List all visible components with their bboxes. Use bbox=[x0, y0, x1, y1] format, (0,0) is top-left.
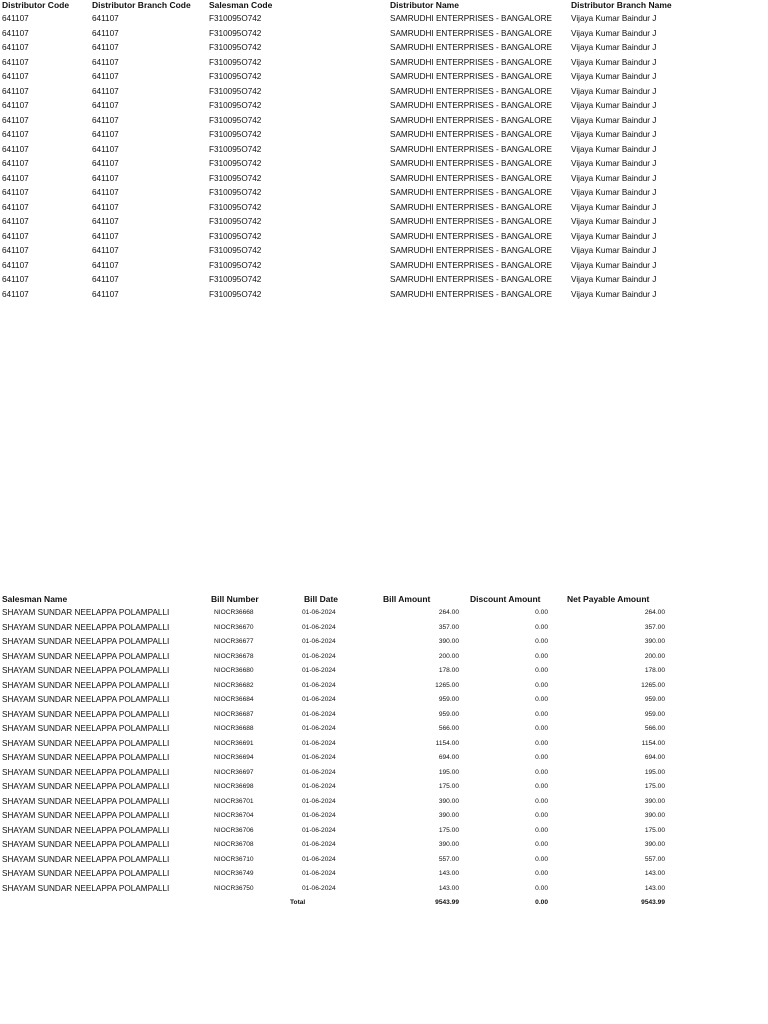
distributor-name-cell: SAMRUDHI ENTERPRISES - BANGALORE bbox=[390, 202, 552, 212]
bill-amount-cell: 390.00 bbox=[438, 812, 459, 819]
distributor-branch-code-cell: 641107 bbox=[92, 188, 119, 197]
net-payable-cell: 566.00 bbox=[644, 725, 665, 732]
distributor-branch-name-cell: Vijaya Kumar Baindur J bbox=[571, 86, 657, 96]
bill-amount-cell: 1154.00 bbox=[435, 739, 459, 747]
bill-date-cell: 01-06-2024 bbox=[302, 768, 336, 776]
distributor-name-cell: SAMRUDHI ENTERPRISES - BANGALORE bbox=[390, 72, 552, 81]
salesman-code-cell: F310095O742 bbox=[209, 173, 262, 183]
bill-number-cell: NIOCR36682 bbox=[214, 681, 254, 689]
bill-number-cell: NIOCR36704 bbox=[214, 812, 254, 819]
discount-amount-cell: 0.00 bbox=[535, 652, 548, 660]
distributor-branch-code-cell: 641107 bbox=[92, 289, 119, 299]
distributor-code-cell: 641107 bbox=[2, 28, 29, 38]
salesman-name-cell: SHAYAM SUNDAR NEELAPPA POLAMPALLI bbox=[2, 738, 170, 748]
salesman-name-cell: SHAYAM SUNDAR NEELAPPA POLAMPALLI bbox=[2, 622, 170, 632]
net-payable-cell: 1154.00 bbox=[641, 739, 665, 747]
distributor-name-cell: SAMRUDHI ENTERPRISES - BANGALORE bbox=[390, 188, 552, 197]
header-bill-number: Bill Number bbox=[211, 594, 259, 604]
discount-amount-cell: 0.00 bbox=[535, 768, 548, 776]
salesman-name-cell: SHAYAM SUNDAR NEELAPPA POLAMPALLI bbox=[2, 854, 170, 864]
bill-date-cell: 01-06-2024 bbox=[302, 681, 336, 689]
bill-date-cell: 01-06-2024 bbox=[302, 710, 336, 718]
distributor-name-cell: SAMRUDHI ENTERPRISES - BANGALORE bbox=[390, 101, 552, 110]
distributor-branch-name-cell: Vijaya Kumar Baindur J bbox=[571, 43, 657, 52]
bill-number-cell: NIOCR36706 bbox=[214, 826, 254, 834]
distributor-code-cell: 641107 bbox=[2, 86, 29, 96]
bill-date-cell: 01-06-2024 bbox=[302, 739, 336, 747]
distributor-branch-code-cell: 641107 bbox=[92, 231, 119, 241]
distributor-branch-code-cell: 641107 bbox=[92, 202, 119, 212]
bill-number-cell: NIOCR36750 bbox=[214, 884, 254, 892]
bill-date-cell: 01-06-2024 bbox=[302, 667, 336, 674]
salesman-code-cell: F310095O742 bbox=[209, 188, 262, 197]
bill-amount-cell: 959.00 bbox=[438, 696, 459, 703]
discount-amount-cell: 0.00 bbox=[535, 884, 548, 892]
distributor-branch-code-cell: 641107 bbox=[92, 130, 119, 139]
distributor-branch-name-cell: Vijaya Kumar Baindur J bbox=[571, 246, 657, 255]
distributor-name-cell: SAMRUDHI ENTERPRISES - BANGALORE bbox=[390, 57, 552, 67]
distributor-code-cell: 641107 bbox=[2, 115, 29, 125]
salesman-code-cell: F310095O742 bbox=[209, 260, 262, 270]
net-payable-cell: 264.00 bbox=[644, 609, 665, 616]
salesman-code-cell: F310095O742 bbox=[209, 202, 262, 212]
bill-number-cell: NIOCR36668 bbox=[214, 609, 254, 616]
distributor-branch-code-cell: 641107 bbox=[92, 101, 119, 110]
distributor-name-cell: SAMRUDHI ENTERPRISES - BANGALORE bbox=[390, 217, 552, 226]
bill-date-cell: 01-06-2024 bbox=[302, 884, 336, 892]
bill-date-cell: 01-06-2024 bbox=[302, 609, 336, 616]
distributor-code-cell: 641107 bbox=[2, 173, 29, 183]
salesman-name-cell: SHAYAM SUNDAR NEELAPPA POLAMPALLI bbox=[2, 637, 170, 646]
distributor-branch-name-cell: Vijaya Kumar Baindur J bbox=[571, 57, 657, 67]
salesman-code-cell: F310095O742 bbox=[209, 217, 262, 226]
distributor-code-cell: 641107 bbox=[2, 159, 29, 168]
net-payable-cell: 143.00 bbox=[644, 870, 665, 877]
distributor-name-cell: SAMRUDHI ENTERPRISES - BANGALORE bbox=[390, 115, 552, 125]
distributor-code-cell: 641107 bbox=[2, 231, 29, 241]
bill-date-cell: 01-06-2024 bbox=[302, 855, 336, 863]
discount-amount-cell: 0.00 bbox=[535, 696, 548, 703]
distributor-branch-name-cell: Vijaya Kumar Baindur J bbox=[571, 130, 657, 139]
salesman-name-cell: SHAYAM SUNDAR NEELAPPA POLAMPALLI bbox=[2, 811, 170, 820]
discount-amount-cell: 0.00 bbox=[535, 667, 548, 674]
net-payable-cell: 357.00 bbox=[644, 623, 665, 631]
distributor-name-cell: SAMRUDHI ENTERPRISES - BANGALORE bbox=[390, 159, 552, 168]
bill-amount-cell: 694.00 bbox=[438, 754, 459, 761]
salesman-code-cell: F310095O742 bbox=[209, 86, 262, 96]
discount-amount-cell: 0.00 bbox=[535, 855, 548, 863]
bill-number-cell: NIOCR36687 bbox=[214, 710, 254, 718]
bill-date-cell: 01-06-2024 bbox=[302, 797, 336, 805]
distributor-branch-name-cell: Vijaya Kumar Baindur J bbox=[571, 28, 657, 38]
header-distributor-branch-code: Distributor Branch Code bbox=[92, 0, 191, 10]
discount-amount-cell: 0.00 bbox=[535, 623, 548, 631]
distributor-name-cell: SAMRUDHI ENTERPRISES - BANGALORE bbox=[390, 246, 552, 255]
distributor-branch-name-cell: Vijaya Kumar Baindur J bbox=[571, 217, 657, 226]
bill-date-cell: 01-06-2024 bbox=[302, 623, 336, 631]
bill-date-cell: 01-06-2024 bbox=[302, 638, 336, 645]
bill-number-cell: NIOCR36708 bbox=[214, 841, 254, 848]
distributor-code-cell: 641107 bbox=[2, 260, 29, 270]
bill-date-cell: 01-06-2024 bbox=[302, 870, 336, 877]
bill-number-cell: NIOCR36688 bbox=[214, 725, 254, 732]
distributor-branch-code-cell: 641107 bbox=[92, 14, 119, 23]
distributor-branch-name-cell: Vijaya Kumar Baindur J bbox=[571, 159, 657, 168]
distributor-code-cell: 641107 bbox=[2, 144, 29, 154]
salesman-code-cell: F310095O742 bbox=[209, 101, 262, 110]
distributor-branch-name-cell: Vijaya Kumar Baindur J bbox=[571, 173, 657, 183]
distributor-branch-name-cell: Vijaya Kumar Baindur J bbox=[571, 188, 657, 197]
total-bill-amount: 9543.99 bbox=[435, 899, 459, 906]
bill-date-cell: 01-06-2024 bbox=[302, 652, 336, 660]
net-payable-cell: 390.00 bbox=[644, 638, 665, 645]
net-payable-cell: 200.00 bbox=[644, 652, 665, 660]
distributor-name-cell: SAMRUDHI ENTERPRISES - BANGALORE bbox=[390, 43, 552, 52]
net-payable-cell: 178.00 bbox=[644, 667, 665, 674]
distributor-code-cell: 641107 bbox=[2, 289, 29, 299]
distributor-code-cell: 641107 bbox=[2, 275, 29, 284]
distributor-name-cell: SAMRUDHI ENTERPRISES - BANGALORE bbox=[390, 130, 552, 139]
distributor-code-cell: 641107 bbox=[2, 217, 29, 226]
distributor-name-cell: SAMRUDHI ENTERPRISES - BANGALORE bbox=[390, 173, 552, 183]
distributor-name-cell: SAMRUDHI ENTERPRISES - BANGALORE bbox=[390, 28, 552, 38]
header-bill-amount: Bill Amount bbox=[383, 594, 431, 604]
bill-amount-cell: 566.00 bbox=[438, 725, 459, 732]
bill-date-cell: 01-06-2024 bbox=[302, 826, 336, 834]
salesman-code-cell: F310095O742 bbox=[209, 144, 262, 154]
discount-amount-cell: 0.00 bbox=[535, 725, 548, 732]
salesman-name-cell: SHAYAM SUNDAR NEELAPPA POLAMPALLI bbox=[2, 782, 170, 791]
header-bill-date: Bill Date bbox=[304, 594, 339, 604]
header-discount-amount: Discount Amount bbox=[470, 594, 541, 604]
distributor-branch-code-cell: 641107 bbox=[92, 43, 119, 52]
distributor-name-cell: SAMRUDHI ENTERPRISES - BANGALORE bbox=[390, 260, 552, 270]
bill-amount-cell: 178.00 bbox=[438, 667, 459, 674]
distributor-branch-code-cell: 641107 bbox=[92, 28, 119, 38]
salesman-code-cell: F310095O742 bbox=[209, 275, 262, 284]
bill-date-cell: 01-06-2024 bbox=[302, 754, 336, 761]
bill-amount-cell: 390.00 bbox=[438, 638, 459, 645]
distributor-branch-code-cell: 641107 bbox=[92, 86, 119, 96]
bill-date-cell: 01-06-2024 bbox=[302, 841, 336, 848]
distributor-branch-name-cell: Vijaya Kumar Baindur J bbox=[571, 275, 657, 284]
bill-date-cell: 01-06-2024 bbox=[302, 783, 336, 790]
net-payable-cell: 175.00 bbox=[644, 783, 665, 790]
distributor-branch-name-cell: Vijaya Kumar Baindur J bbox=[571, 115, 657, 125]
salesman-code-cell: F310095O742 bbox=[209, 231, 262, 241]
bill-amount-cell: 264.00 bbox=[438, 609, 459, 616]
net-payable-cell: 557.00 bbox=[644, 855, 665, 863]
net-payable-cell: 390.00 bbox=[644, 812, 665, 819]
distributor-code-cell: 641107 bbox=[2, 101, 29, 110]
distributor-branch-name-cell: Vijaya Kumar Baindur J bbox=[571, 14, 657, 23]
net-payable-cell: 959.00 bbox=[644, 710, 665, 718]
salesman-name-cell: SHAYAM SUNDAR NEELAPPA POLAMPALLI bbox=[2, 709, 170, 719]
bill-number-cell: NIOCR36680 bbox=[214, 667, 254, 674]
distributor-code-cell: 641107 bbox=[2, 202, 29, 212]
discount-amount-cell: 0.00 bbox=[535, 826, 548, 834]
salesman-name-cell: SHAYAM SUNDAR NEELAPPA POLAMPALLI bbox=[2, 608, 170, 617]
salesman-code-cell: F310095O742 bbox=[209, 115, 262, 125]
bill-amount-cell: 1265.00 bbox=[435, 681, 459, 689]
bill-amount-cell: 357.00 bbox=[438, 623, 459, 631]
bill-number-cell: NIOCR36698 bbox=[214, 783, 254, 790]
distributor-name-cell: SAMRUDHI ENTERPRISES - BANGALORE bbox=[390, 289, 552, 299]
net-payable-cell: 175.00 bbox=[644, 826, 665, 834]
distributor-branch-name-cell: Vijaya Kumar Baindur J bbox=[571, 231, 657, 241]
salesman-name-cell: SHAYAM SUNDAR NEELAPPA POLAMPALLI bbox=[2, 753, 170, 762]
distributor-code-cell: 641107 bbox=[2, 57, 29, 67]
discount-amount-cell: 0.00 bbox=[535, 638, 548, 645]
salesman-name-cell: SHAYAM SUNDAR NEELAPPA POLAMPALLI bbox=[2, 840, 170, 849]
bill-date-cell: 01-06-2024 bbox=[302, 725, 336, 732]
distributor-code-cell: 641107 bbox=[2, 130, 29, 139]
salesman-code-cell: F310095O742 bbox=[209, 130, 262, 139]
distributor-name-cell: SAMRUDHI ENTERPRISES - BANGALORE bbox=[390, 144, 552, 154]
salesman-name-cell: SHAYAM SUNDAR NEELAPPA POLAMPALLI bbox=[2, 695, 170, 704]
salesman-name-cell: SHAYAM SUNDAR NEELAPPA POLAMPALLI bbox=[2, 767, 170, 777]
discount-amount-cell: 0.00 bbox=[535, 870, 548, 877]
distributor-branch-name-cell: Vijaya Kumar Baindur J bbox=[571, 260, 657, 270]
salesman-name-cell: SHAYAM SUNDAR NEELAPPA POLAMPALLI bbox=[2, 724, 170, 733]
bill-amount-cell: 959.00 bbox=[438, 710, 459, 718]
header-net-payable-amount: Net Payable Amount bbox=[567, 594, 650, 604]
bill-amount-cell: 195.00 bbox=[438, 768, 459, 776]
bill-number-cell: NIOCR36749 bbox=[214, 870, 254, 877]
salesman-name-cell: SHAYAM SUNDAR NEELAPPA POLAMPALLI bbox=[2, 825, 170, 835]
bill-amount-cell: 200.00 bbox=[438, 652, 459, 660]
net-payable-cell: 1265.00 bbox=[641, 681, 665, 689]
distributor-name-cell: SAMRUDHI ENTERPRISES - BANGALORE bbox=[390, 86, 552, 96]
distributor-code-cell: 641107 bbox=[2, 188, 29, 197]
distributor-code-cell: 641107 bbox=[2, 246, 29, 255]
distributor-branch-code-cell: 641107 bbox=[92, 72, 119, 81]
distributor-branch-code-cell: 641107 bbox=[92, 260, 119, 270]
salesman-code-cell: F310095O742 bbox=[209, 57, 262, 67]
salesman-code-cell: F310095O742 bbox=[209, 28, 262, 38]
distributor-branch-code-cell: 641107 bbox=[92, 217, 119, 226]
total-net-payable: 9543.99 bbox=[641, 899, 665, 906]
distributor-branch-name-cell: Vijaya Kumar Baindur J bbox=[571, 72, 657, 81]
distributor-branch-code-cell: 641107 bbox=[92, 173, 119, 183]
salesman-name-cell: SHAYAM SUNDAR NEELAPPA POLAMPALLI bbox=[2, 680, 170, 690]
distributor-branch-name-cell: Vijaya Kumar Baindur J bbox=[571, 289, 657, 299]
net-payable-cell: 390.00 bbox=[644, 841, 665, 848]
distributor-branch-name-cell: Vijaya Kumar Baindur J bbox=[571, 144, 657, 154]
discount-amount-cell: 0.00 bbox=[535, 812, 548, 819]
discount-amount-cell: 0.00 bbox=[535, 783, 548, 790]
bill-date-cell: 01-06-2024 bbox=[302, 696, 336, 703]
salesman-name-cell: SHAYAM SUNDAR NEELAPPA POLAMPALLI bbox=[2, 666, 170, 675]
header-salesman-name: Salesman Name bbox=[2, 594, 68, 604]
distributor-name-cell: SAMRUDHI ENTERPRISES - BANGALORE bbox=[390, 231, 552, 241]
bill-number-cell: NIOCR36684 bbox=[214, 696, 254, 703]
discount-amount-cell: 0.00 bbox=[535, 739, 548, 747]
discount-amount-cell: 0.00 bbox=[535, 681, 548, 689]
bill-amount-cell: 390.00 bbox=[438, 797, 459, 805]
distributor-branch-name-cell: Vijaya Kumar Baindur J bbox=[571, 202, 657, 212]
salesman-name-cell: SHAYAM SUNDAR NEELAPPA POLAMPALLI bbox=[2, 796, 170, 806]
total-discount-amount: 0.00 bbox=[535, 899, 548, 906]
salesman-name-cell: SHAYAM SUNDAR NEELAPPA POLAMPALLI bbox=[2, 883, 170, 893]
net-payable-cell: 195.00 bbox=[644, 768, 665, 776]
bill-number-cell: NIOCR36710 bbox=[214, 855, 254, 863]
distributor-branch-code-cell: 641107 bbox=[92, 159, 119, 168]
header-distributor-name: Distributor Name bbox=[390, 0, 459, 10]
distributor-name-cell: SAMRUDHI ENTERPRISES - BANGALORE bbox=[390, 275, 552, 284]
bill-amount-cell: 143.00 bbox=[438, 870, 459, 877]
net-payable-cell: 390.00 bbox=[644, 797, 665, 805]
distributor-branch-name-cell: Vijaya Kumar Baindur J bbox=[571, 101, 657, 110]
bill-number-cell: NIOCR36691 bbox=[214, 739, 254, 747]
bill-number-cell: NIOCR36701 bbox=[214, 797, 254, 805]
discount-amount-cell: 0.00 bbox=[535, 609, 548, 616]
salesman-code-cell: F310095O742 bbox=[209, 43, 262, 52]
distributor-branch-code-cell: 641107 bbox=[92, 115, 119, 125]
header-distributor-code: Distributor Code bbox=[2, 0, 70, 10]
salesman-code-cell: F310095O742 bbox=[209, 159, 262, 168]
header-distributor-branch-name: Distributor Branch Name bbox=[571, 0, 672, 10]
salesman-code-cell: F310095O742 bbox=[209, 246, 262, 255]
bill-amount-cell: 143.00 bbox=[438, 884, 459, 892]
distributor-branch-code-cell: 641107 bbox=[92, 144, 119, 154]
net-payable-cell: 694.00 bbox=[644, 754, 665, 761]
discount-amount-cell: 0.00 bbox=[535, 841, 548, 848]
distributor-code-cell: 641107 bbox=[2, 14, 29, 23]
salesman-name-cell: SHAYAM SUNDAR NEELAPPA POLAMPALLI bbox=[2, 869, 170, 878]
distributor-branch-code-cell: 641107 bbox=[92, 246, 119, 255]
salesman-code-cell: F310095O742 bbox=[209, 14, 262, 23]
salesman-code-cell: F310095O742 bbox=[209, 289, 262, 299]
distributor-branch-code-cell: 641107 bbox=[92, 275, 119, 284]
bill-number-cell: NIOCR36697 bbox=[214, 768, 254, 776]
net-payable-cell: 143.00 bbox=[644, 884, 665, 892]
distributor-branch-code-cell: 641107 bbox=[92, 57, 119, 67]
bill-amount-cell: 175.00 bbox=[438, 783, 459, 790]
bill-amount-cell: 175.00 bbox=[438, 826, 459, 834]
distributor-code-cell: 641107 bbox=[2, 43, 29, 52]
bill-number-cell: NIOCR36694 bbox=[214, 754, 254, 761]
net-payable-cell: 959.00 bbox=[644, 696, 665, 703]
salesman-code-cell: F310095O742 bbox=[209, 72, 262, 81]
header-salesman-code: Salesman Code bbox=[209, 0, 273, 10]
bill-amount-cell: 390.00 bbox=[438, 841, 459, 848]
bill-amount-cell: 557.00 bbox=[438, 855, 459, 863]
distributor-code-cell: 641107 bbox=[2, 72, 29, 81]
salesman-name-cell: SHAYAM SUNDAR NEELAPPA POLAMPALLI bbox=[2, 651, 170, 661]
discount-amount-cell: 0.00 bbox=[535, 797, 548, 805]
bill-number-cell: NIOCR36678 bbox=[214, 652, 254, 660]
bill-number-cell: NIOCR36677 bbox=[214, 638, 254, 645]
discount-amount-cell: 0.00 bbox=[535, 710, 548, 718]
bill-date-cell: 01-06-2024 bbox=[302, 812, 336, 819]
bill-number-cell: NIOCR36670 bbox=[214, 623, 254, 631]
distributor-name-cell: SAMRUDHI ENTERPRISES - BANGALORE bbox=[390, 14, 552, 23]
discount-amount-cell: 0.00 bbox=[535, 754, 548, 761]
total-label: Total bbox=[290, 899, 306, 906]
